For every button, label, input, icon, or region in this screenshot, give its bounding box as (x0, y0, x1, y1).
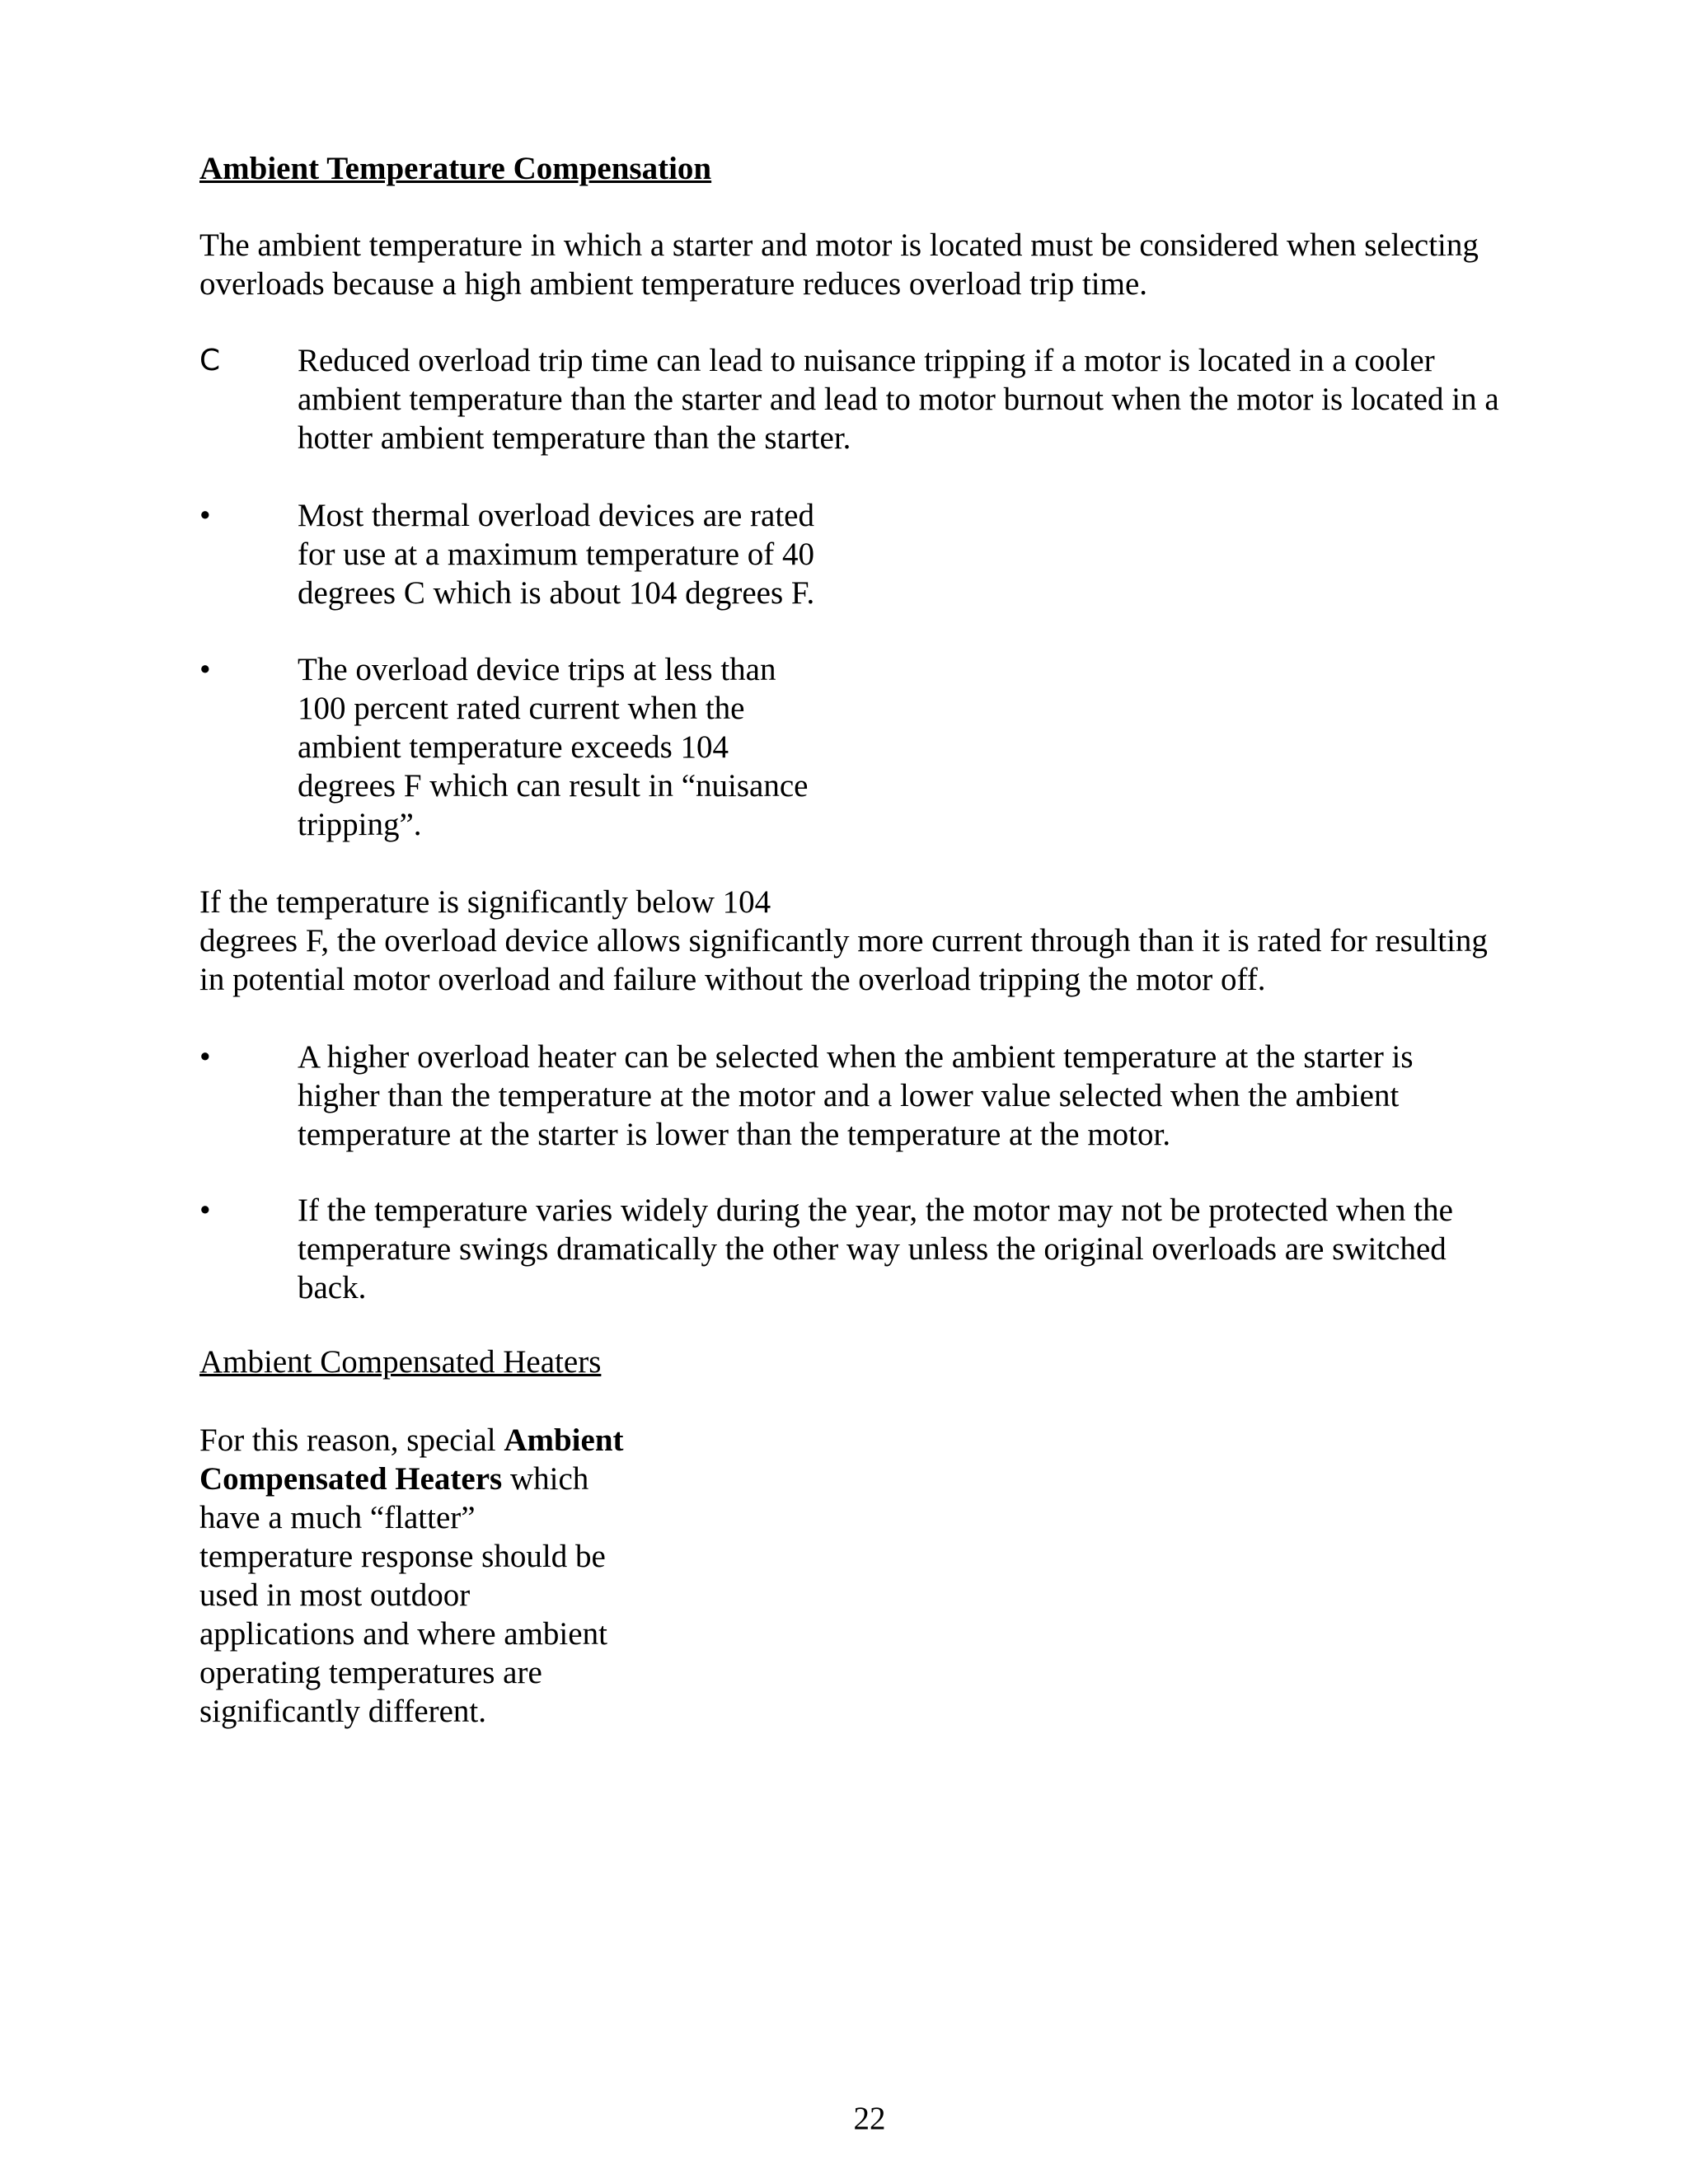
side-line (199, 1421, 624, 1460)
side-line: operating temperatures are (199, 1655, 542, 1690)
bullet-c-line: hotter ambient temperature than the starter. (298, 420, 851, 456)
side-line: used in most outdoor (199, 1577, 471, 1613)
bullet-marker-c: C (199, 344, 221, 377)
bullet-marker: • (199, 652, 211, 687)
bullet3-line: The overload device trips at less than (298, 652, 776, 687)
side-text: For this reason, special (199, 1422, 504, 1458)
bullet5-line: back. (298, 1270, 367, 1305)
bullet-c-line: ambient temperature than the starter and lead to motor burnout when the motor is located in a (298, 382, 1499, 417)
heater-correction-chart (890, 494, 1517, 865)
side-line: applications and where ambient (199, 1616, 607, 1652)
ambient-correction-chart (709, 1343, 1533, 1920)
bullet2-line: Most thermal overload devices are rated (298, 498, 814, 533)
page-number: 22 (853, 2101, 886, 2136)
side-bold-text: Compensated Heaters (199, 1461, 503, 1497)
bullet-marker: • (199, 1039, 211, 1075)
bullet2-line: degrees C which is about 104 degrees F. (298, 575, 815, 611)
side-line: significantly different. (199, 1694, 487, 1729)
side-line (199, 1460, 588, 1498)
bullet3-line: 100 percent rated current when the (298, 691, 745, 726)
bullet5-line: temperature swings dramatically the other way unless the original overloads are switched (298, 1231, 1447, 1267)
bullet5-line: If the temperature varies widely during the year, the motor may not be protected when the (298, 1193, 1453, 1228)
para2-line: in potential motor overload and failure without the overload tripping the motor off. (199, 962, 1266, 997)
side-line: have a much “flatter” (199, 1500, 476, 1535)
bullet4-line: higher than the temperature at the motor and a lower value selected when the ambient (298, 1078, 1400, 1113)
bullet4-line: temperature at the starter is lower than the temperature at the motor. (298, 1117, 1171, 1152)
para2-line: If the temperature is significantly below 104 (199, 884, 771, 920)
bullet-marker: • (199, 1193, 211, 1228)
bullet2-line: for use at a maximum temperature of 40 (298, 537, 815, 572)
section-heading: Ambient Temperature Compensation (199, 151, 712, 186)
side-line: temperature response should be (199, 1539, 606, 1574)
bullet3-line: tripping”. (298, 807, 422, 842)
side-text: which (502, 1461, 589, 1497)
intro-line: overloads because a high ambient temperature reduces overload trip time. (199, 266, 1148, 302)
para2-line: degrees F, the overload device allows significantly more current through than it is rated for resulting (199, 923, 1488, 958)
bullet3-line: ambient temperature exceeds 104 (298, 729, 729, 765)
subheading: Ambient Compensated Heaters (199, 1344, 602, 1380)
bullet3-line: degrees F which can result in “nuisance (298, 768, 809, 804)
bullet-c-line: Reduced overload trip time can lead to nuisance tripping if a motor is located in a cooler (298, 343, 1435, 378)
intro-line: The ambient temperature in which a starter and motor is located must be considered when selecting (199, 227, 1479, 263)
side-bold-text: Ambient (504, 1422, 624, 1458)
bullet4-line: A higher overload heater can be selected when the ambient temperature at the starter is (298, 1039, 1414, 1075)
bullet-marker: • (199, 498, 211, 533)
